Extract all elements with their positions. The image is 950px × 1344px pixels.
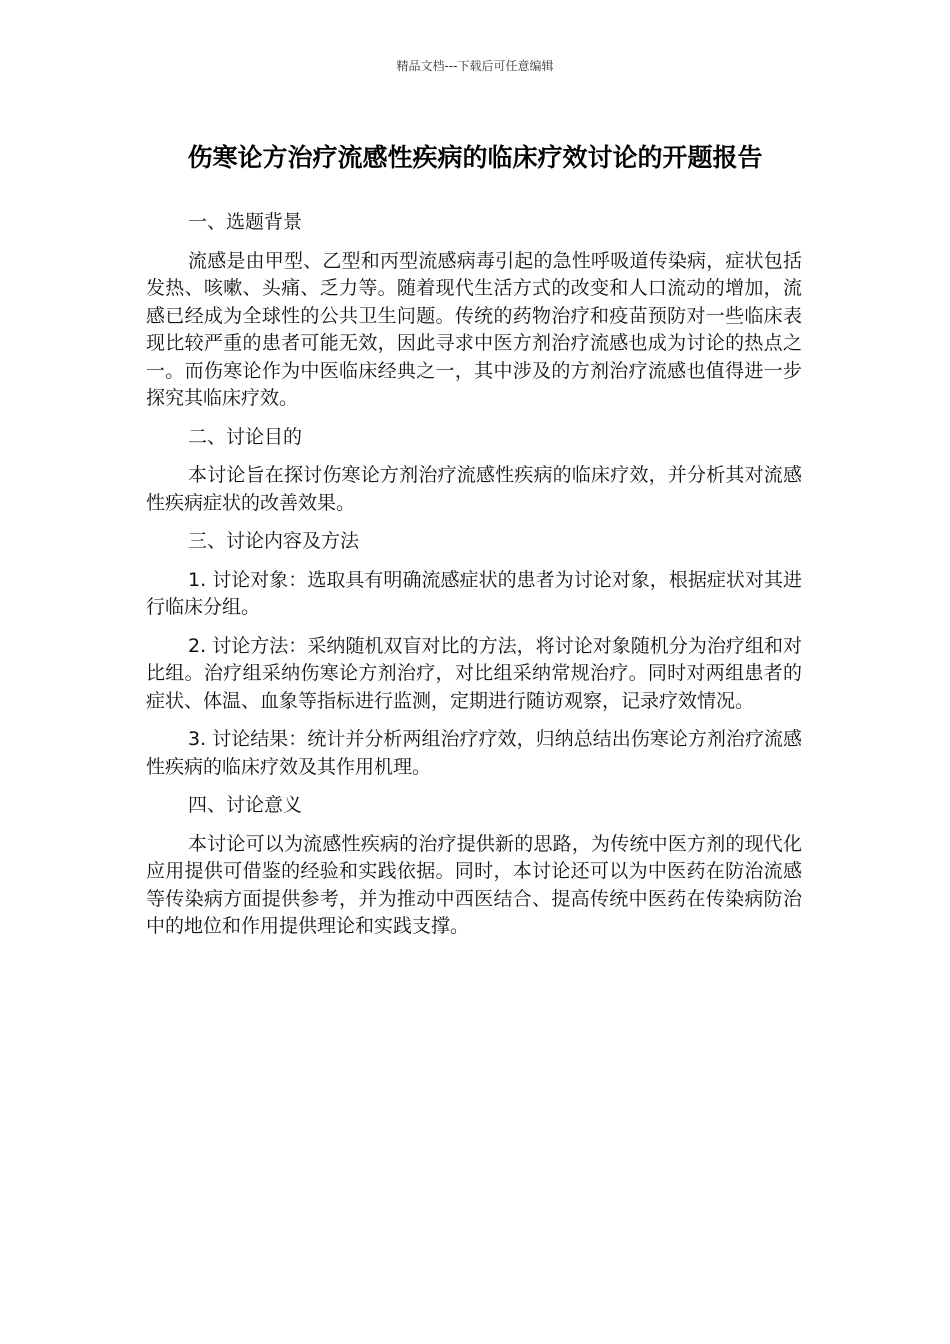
paragraph-background: 流感是由甲型、乙型和丙型流感病毒引起的急性呼吸道传染病，症状包括发热、咳嗽、头痛、乏力等。随着现代生活方式的改变和人口流动的增加，流感已经成为全球性的公共卫生问题。传统的药物治疗和疫苗预防对一些临床表现比较严重的患者可能无效，因此寻求中医方剂治疗流感也成为讨论的热点之一。而伤寒论作为中医临床经典之一，其中涉及的方剂治疗流感也值得进一步探究其临床疗效。 bbox=[146, 249, 802, 409]
paragraph-significance: 本讨论可以为流感性疾病的治疗提供新的思路，为传统中医方剂的现代化应用提供可借鉴的经验和实践依据。同时，本讨论还可以为中医药在防治流感等传染病方面提供参考，并为推动中西医结合、提高传统中医药在传染病防治中的地位和作用提供理论和实践支撑。 bbox=[146, 832, 802, 937]
section-heading-background: 一、选题背景 bbox=[188, 211, 303, 233]
section-heading-purpose: 二、讨论目的 bbox=[188, 425, 303, 448]
section-heading-significance: 四、讨论意义 bbox=[188, 794, 303, 816]
list-item-subjects: 1. 讨论对象：选取具有明确流感症状的患者为讨论对象，根据症状对其进行临床分组。 bbox=[146, 568, 802, 618]
list-item-results: 3. 讨论结果：统计并分析两组治疗疗效，归纳总结出伤寒论方剂治疗流感性疾病的临床疗效及其作用机理。 bbox=[146, 728, 802, 778]
document-title: 伤寒论方治疗流感性疾病的临床疗效讨论的开题报告 bbox=[187, 143, 763, 172]
document-body bbox=[146, 209, 802, 952]
list-item-methods: 2. 讨论方法：采纳随机双盲对比的方法，将讨论对象随机分为治疗组和对比组。治疗组采纳伤寒论方剂治疗，对比组采纳常规治疗。同时对两组患者的症状、体温、血象等指标进行监测，定期进行随访观察，记录疗效情况。 bbox=[146, 634, 802, 712]
section-heading-content: 三、讨论内容及方法 bbox=[188, 530, 360, 552]
paragraph-purpose: 本讨论旨在探讨伤寒论方剂治疗流感性疾病的临床疗效，并分析其对流感性疾病症状的改善效果。 bbox=[146, 464, 802, 514]
header-note: 精品文档---下载后可任意编辑 bbox=[396, 59, 554, 73]
